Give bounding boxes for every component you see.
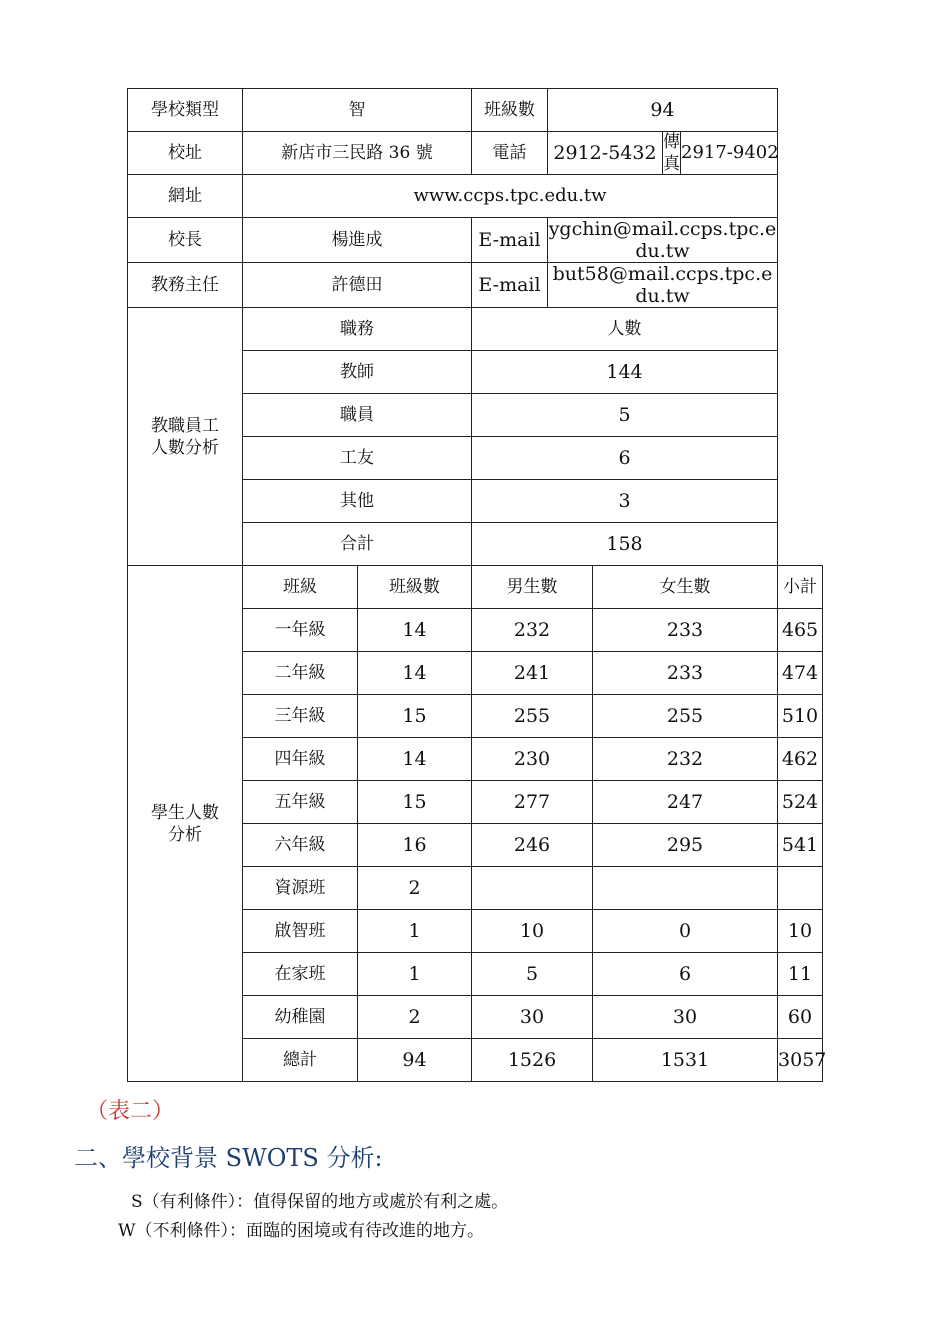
grade: 二年級 — [243, 652, 358, 695]
boys: 246 — [472, 824, 593, 867]
swot-strength-line: S（有利條件）：值得保留的地方或處於有利之處。 — [131, 1192, 509, 1212]
classes: 15 — [358, 781, 472, 824]
classes: 94 — [358, 1039, 472, 1082]
staff-count: 3 — [472, 480, 778, 523]
girls: 232 — [593, 738, 778, 781]
classes: 1 — [358, 910, 472, 953]
staff-count: 158 — [472, 523, 778, 566]
subtotal: 11 — [778, 953, 823, 996]
grade: 在家班 — [243, 953, 358, 996]
grade: 總計 — [243, 1039, 358, 1082]
boys: 5 — [472, 953, 593, 996]
subtotal: 541 — [778, 824, 823, 867]
staff-header-count: 人數 — [472, 308, 778, 351]
grade: 資源班 — [243, 867, 358, 910]
school-type-label: 學校類型 — [128, 89, 243, 132]
students-header-girls: 女生數 — [593, 566, 778, 609]
staff-section-label — [128, 308, 243, 566]
boys: 30 — [472, 996, 593, 1039]
classes: 2 — [358, 867, 472, 910]
classes: 1 — [358, 953, 472, 996]
row-school-type — [128, 89, 823, 132]
section-heading: 二、學校背景 SWOTS 分析: — [74, 1144, 383, 1172]
boys: 10 — [472, 910, 593, 953]
address-label: 校址 — [128, 132, 243, 175]
row-director — [128, 263, 823, 308]
students-header-boys: 男生數 — [472, 566, 593, 609]
website-value: www.ccps.tpc.edu.tw — [243, 175, 778, 218]
staff-role: 工友 — [243, 437, 472, 480]
grade: 一年級 — [243, 609, 358, 652]
staff-count: 5 — [472, 394, 778, 437]
students-header-grade: 班級 — [243, 566, 358, 609]
subtotal: 3057 — [778, 1039, 823, 1082]
school-info-table — [127, 88, 827, 1082]
website-label: 網址 — [128, 175, 243, 218]
grade: 五年級 — [243, 781, 358, 824]
boys: 230 — [472, 738, 593, 781]
classes: 14 — [358, 738, 472, 781]
students-header-row — [128, 566, 823, 609]
row-website — [128, 175, 823, 218]
classes: 14 — [358, 652, 472, 695]
row-address — [128, 132, 823, 175]
subtotal: 60 — [778, 996, 823, 1039]
classes: 14 — [358, 609, 472, 652]
staff-header-row — [128, 308, 823, 351]
grade: 三年級 — [243, 695, 358, 738]
class-count-value: 94 — [548, 89, 778, 132]
students-header-classes: 班級數 — [358, 566, 472, 609]
staff-count: 144 — [472, 351, 778, 394]
boys: 255 — [472, 695, 593, 738]
staff-role: 合計 — [243, 523, 472, 566]
girls: 6 — [593, 953, 778, 996]
director-label: 教務主任 — [128, 263, 243, 308]
classes: 2 — [358, 996, 472, 1039]
students-header-subtotal: 小計 — [778, 566, 823, 609]
girls: 0 — [593, 910, 778, 953]
boys: 277 — [472, 781, 593, 824]
subtotal: 510 — [778, 695, 823, 738]
subtotal: 474 — [778, 652, 823, 695]
phone-value: 2912-5432 — [548, 132, 663, 175]
students-section-text: 學生人數分析 — [151, 802, 219, 845]
girls: 1531 — [593, 1039, 778, 1082]
grade: 四年級 — [243, 738, 358, 781]
staff-count: 6 — [472, 437, 778, 480]
principal-label: 校長 — [128, 218, 243, 263]
staff-header-role: 職務 — [243, 308, 472, 351]
grade: 啟智班 — [243, 910, 358, 953]
girls: 233 — [593, 609, 778, 652]
staff-role: 職員 — [243, 394, 472, 437]
class-count-label: 班級數 — [472, 89, 548, 132]
swot-weakness-line: W（不利條件）：面臨的困境或有待改進的地方。 — [118, 1221, 484, 1241]
boys — [472, 867, 593, 910]
director-email-label: E-mail — [472, 263, 548, 308]
classes: 15 — [358, 695, 472, 738]
fax-cell — [663, 132, 778, 175]
grade: 幼稚園 — [243, 996, 358, 1039]
staff-section-text: 教職員工人數分析 — [151, 415, 219, 458]
principal-email: ygchin@mail.ccps.tpc.edu.tw — [548, 218, 777, 262]
boys: 232 — [472, 609, 593, 652]
fax-label: 傳真 — [663, 132, 680, 174]
director-email: but58@mail.ccps.tpc.edu.tw — [548, 263, 778, 308]
staff-role: 教師 — [243, 351, 472, 394]
girls: 30 — [593, 996, 778, 1039]
subtotal: 465 — [778, 609, 823, 652]
boys: 1526 — [472, 1039, 593, 1082]
subtotal: 462 — [778, 738, 823, 781]
subtotal: 10 — [778, 910, 823, 953]
table-caption: （表二） — [86, 1099, 175, 1124]
staff-role: 其他 — [243, 480, 472, 523]
girls: 233 — [593, 652, 778, 695]
grade: 六年級 — [243, 824, 358, 867]
director-name: 許德田 — [243, 263, 472, 308]
students-section-label — [128, 566, 243, 1082]
subtotal — [778, 867, 823, 910]
girls: 255 — [593, 695, 778, 738]
address-value: 新店市三民路 36 號 — [243, 132, 472, 175]
principal-email-label: E-mail — [472, 218, 548, 263]
subtotal: 524 — [778, 781, 823, 824]
classes: 16 — [358, 824, 472, 867]
row-principal — [128, 218, 823, 263]
principal-name: 楊進成 — [243, 218, 472, 263]
girls — [593, 867, 778, 910]
girls: 247 — [593, 781, 778, 824]
girls: 295 — [593, 824, 778, 867]
boys: 241 — [472, 652, 593, 695]
school-type-value: 智 — [243, 89, 472, 132]
phone-label: 電話 — [472, 132, 548, 175]
fax-value: 2917-9402 — [681, 142, 779, 163]
